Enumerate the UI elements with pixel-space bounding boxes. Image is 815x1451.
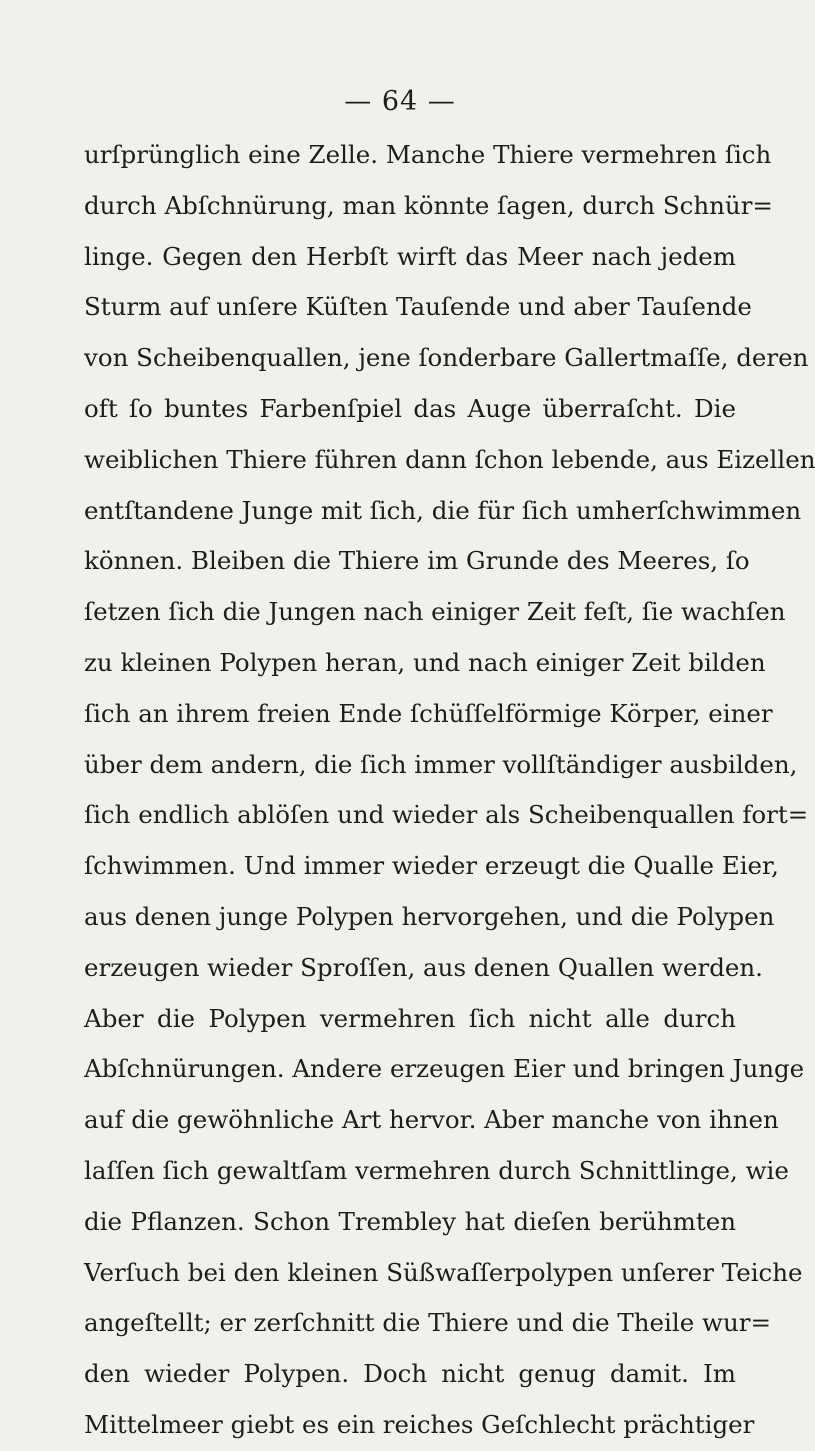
- text-line: ſetzen ſich die Jungen nach einiger Zeit feſt, ſie wachſen: [84, 597, 786, 627]
- text-line: oft ſo buntes Farbenſpiel das Auge überraſcht. Die: [84, 393, 736, 423]
- text-line: ſchwimmen. Und immer wieder erzeugt die Qualle Eier,: [84, 851, 779, 881]
- body-text: [84, 130, 815, 1451]
- text-line: von Scheibenquallen, jene ſonderbare Gallertmaſſe, deren: [84, 343, 809, 373]
- text-line: Abſchnürungen. Andere erzeugen Eier und bringen Junge: [84, 1054, 805, 1084]
- text-line: linge. Gegen den Herbſt wirft das Meer nach jedem: [84, 241, 736, 271]
- text-line: Mittelmeer giebt es ein reiches Geſchlecht prächtiger: [84, 1409, 755, 1439]
- text-line: über dem andern, die ſich immer vollſtändiger ausbilden,: [84, 749, 798, 779]
- text-line: zu kleinen Polypen heran, und nach einiger Zeit bilden: [84, 647, 766, 677]
- text-line: laſſen ſich gewaltſam vermehren durch Schnittlinge, wie: [84, 1155, 789, 1185]
- page-number: — 64 —: [344, 86, 456, 117]
- text-line: weiblichen Thiere führen dann ſchon lebende, aus Eizellen: [84, 444, 815, 474]
- text-line: erzeugen wieder Sproſſen, aus denen Quallen werden.: [84, 952, 763, 982]
- text-line: Sturm auf unſere Küſten Tauſende und aber Tauſende: [84, 292, 752, 322]
- text-line: die Pflanzen. Schon Trembley hat dieſen berühmten: [84, 1206, 736, 1236]
- text-line: urſprünglich eine Zelle. Manche Thiere vermehren ſich: [84, 140, 772, 169]
- text-line: ſich an ihrem freien Ende ſchüſſelförmige Körper, einer: [84, 698, 773, 728]
- text-line: durch Abſchnürung, man könnte ſagen, durch Schnür=: [84, 190, 773, 220]
- text-line: angeſtellt; er zerſchnitt die Thiere und die Theile wur=: [84, 1308, 771, 1338]
- text-line: aus denen junge Polypen hervorgehen, und die Polypen: [84, 901, 775, 931]
- text-line: den wieder Polypen. Doch nicht genug damit. Im: [84, 1359, 736, 1389]
- text-line: Aber die Polypen vermehren ſich nicht alle durch: [84, 1003, 736, 1033]
- text-line: Verſuch bei den kleinen Süßwaſſerpolypen unſerer Teiche: [84, 1257, 803, 1287]
- text-line: ſich endlich ablöſen und wieder als Scheibenquallen fort=: [84, 800, 809, 830]
- text-line: können. Bleiben die Thiere im Grunde des Meeres, ſo: [84, 546, 750, 576]
- text-line: auf die gewöhnliche Art hervor. Aber manche von ihnen: [84, 1105, 779, 1135]
- text-line: entſtandene Junge mit ſich, die für ſich umherſchwimmen: [84, 495, 802, 525]
